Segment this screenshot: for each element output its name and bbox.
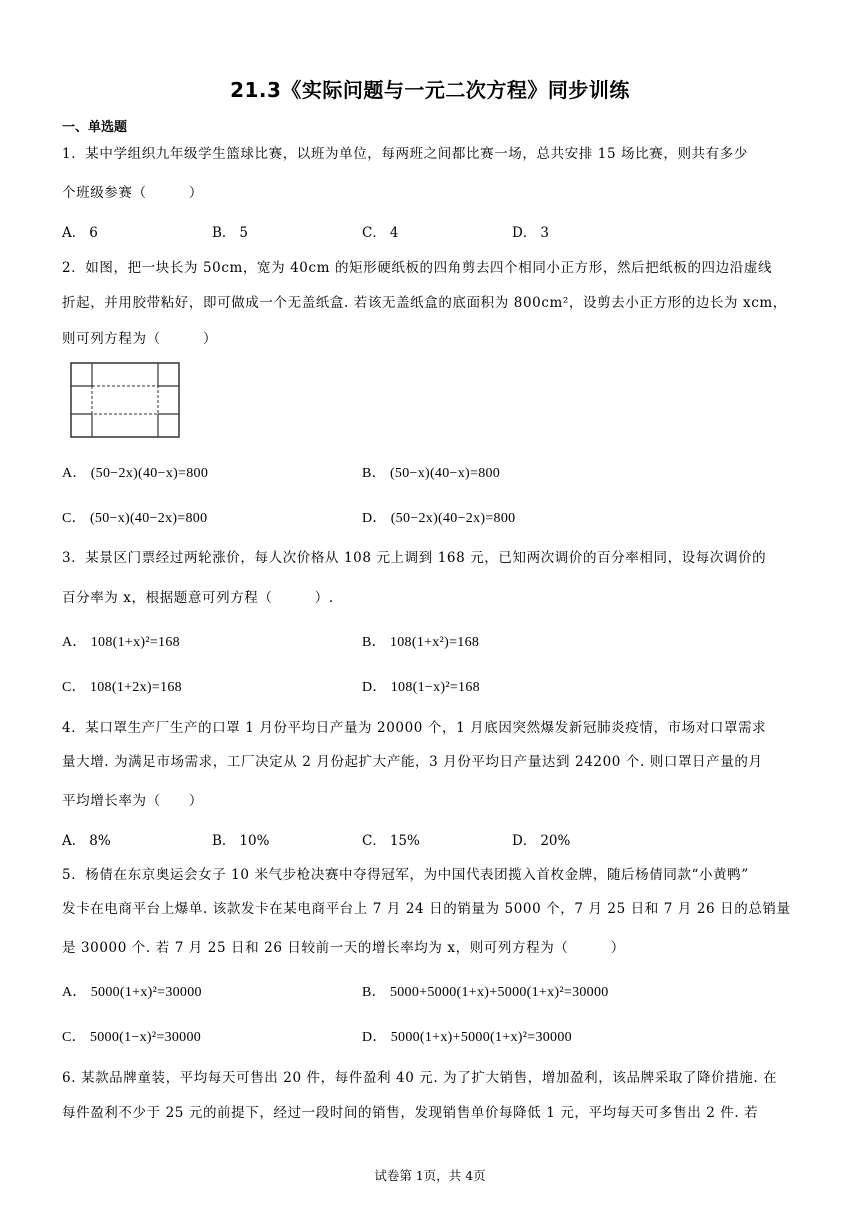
option-key: A．	[62, 833, 86, 849]
option-key: C．	[62, 511, 86, 526]
q4-option-c[interactable]	[362, 829, 420, 849]
q3-option-c[interactable]	[62, 676, 182, 696]
q1-option-c[interactable]	[362, 221, 398, 241]
option-text: 8%	[89, 833, 111, 849]
question-5-text-cont: 发卡在电商平台上爆单. 该款发卡在某电商平台上 7 月 24 日的销量为 5000 个，7 月 25 日和 7 月 26 日的总销量	[62, 901, 791, 917]
q2-option-b[interactable]	[362, 462, 500, 482]
option-key: D．	[362, 680, 387, 695]
question-2-text: 2．如图，把一块长为 50cm，宽为 40cm 的矩形硬纸板的四角剪去四个相同小正方形，然后把纸板的四边沿虚线	[62, 260, 773, 276]
q2-option-d[interactable]	[362, 507, 515, 527]
q2-option-c[interactable]	[62, 507, 207, 527]
option-formula: 108(1+x²)=168	[389, 635, 480, 650]
option-formula: 5000(1+x)+5000(1+x)²=30000	[390, 1030, 572, 1045]
option-key: D．	[512, 225, 537, 241]
q4-option-b[interactable]	[212, 829, 269, 849]
option-key: B．	[362, 466, 386, 481]
q1-option-b[interactable]	[212, 221, 248, 241]
option-formula: (50−2x)(40−2x)=800	[390, 511, 516, 526]
option-text: 5	[239, 225, 249, 241]
question-1-text-cont: 个班级参赛（ ）	[62, 185, 203, 201]
option-key: C．	[62, 680, 86, 695]
option-key: D．	[362, 1030, 387, 1045]
option-formula: 5000(1−x)²=30000	[89, 1030, 202, 1045]
option-formula: 5000(1+x)²=30000	[90, 985, 202, 1000]
q3-option-b[interactable]	[362, 631, 479, 651]
q4-option-a[interactable]	[62, 829, 111, 849]
question-6-text: 6. 某款品牌童装，平均每天可售出 20 件，每件盈利 40 元. 为了扩大销售，增加盈利，该品牌采取了降价措施. 在	[62, 1070, 778, 1086]
option-key: D．	[362, 511, 387, 526]
q5-option-d[interactable]	[362, 1026, 572, 1046]
question-4-text: 4．某口罩生产厂生产的口罩 1 月份平均日产量为 20000 个，1 月底因突然爆发新冠肺炎疫情，市场对口罩需求	[62, 720, 767, 736]
q4-option-d[interactable]	[512, 829, 570, 849]
option-key: B．	[212, 833, 236, 849]
option-text: 3	[540, 225, 549, 241]
q2-option-a[interactable]	[62, 462, 208, 482]
page-title: 21.3《实际问题与一元二次方程》同步训练	[230, 78, 630, 102]
question-2-text-cont: 折起，并用胶带粘好，即可做成一个无盖纸盒. 若该无盖纸盒的底面积为 800cm²，设剪去小正方形的边长为 xcm，	[62, 295, 787, 311]
question-3-text-cont: 百分率为 x，根据题意可列方程（ ）.	[62, 590, 334, 606]
option-formula: (50−2x)(40−x)=800	[90, 466, 209, 481]
question-3-text: 3．某景区门票经过两轮涨价，每人次价格从 108 元上调到 168 元，已知两次调价的百分率相同，设每次调价的	[62, 550, 767, 566]
q1-option-d[interactable]	[512, 221, 549, 241]
option-formula: 108(1−x)²=168	[390, 680, 480, 695]
option-formula: (50−x)(40−x)=800	[389, 466, 501, 481]
option-formula: 5000+5000(1+x)+5000(1+x)²=30000	[389, 985, 609, 1000]
q5-option-b[interactable]	[362, 981, 609, 1001]
option-text: 4	[389, 225, 399, 241]
q1-option-a[interactable]	[62, 221, 98, 241]
question-4-text-cont2: 平均增长率为（ ）	[62, 793, 203, 809]
question-2-text-cont2: 则可列方程为（ ）	[62, 331, 218, 347]
option-text: 6	[89, 225, 98, 241]
q3-option-a[interactable]	[62, 631, 180, 651]
option-key: C．	[62, 1030, 86, 1045]
q3-option-d[interactable]	[362, 676, 480, 696]
q5-option-a[interactable]	[62, 981, 202, 1001]
option-key: B．	[212, 225, 236, 241]
option-key: C．	[362, 833, 386, 849]
page-footer: 试卷第 1页，共 4页	[374, 1168, 486, 1183]
question-6-text-cont: 每件盈利不少于 25 元的前提下，经过一段时间的销售，发现销售单价每降低 1 元，平均每天可多售出 2 件. 若	[62, 1105, 759, 1121]
section-heading: 一、单选题	[62, 120, 128, 135]
question-1-text: 1．某中学组织九年级学生篮球比赛，以班为单位，每两班之间都比赛一场，总共安排 15 场比赛，则共有多少	[62, 146, 748, 162]
option-key: C．	[362, 225, 386, 241]
option-key: B．	[362, 985, 386, 1000]
option-formula: 108(1+x)²=168	[90, 635, 180, 650]
option-key: A．	[62, 985, 87, 1000]
option-text: 10%	[239, 833, 270, 849]
option-key: B．	[362, 635, 386, 650]
q5-option-c[interactable]	[62, 1026, 201, 1046]
question-5-text-cont2: 是 30000 个. 若 7 月 25 日和 26 日较前一天的增长率均为 x，则可列方程为（ ）	[62, 940, 625, 956]
option-key: A．	[62, 225, 86, 241]
option-text: 20%	[540, 833, 571, 849]
question-4-text-cont: 量大增. 为满足市场需求，工厂决定从 2 月份起扩大产能，3 月份平均日产量达到 24200 个. 则口罩日产量的月	[62, 754, 763, 770]
option-formula: 108(1+2x)=168	[89, 680, 182, 695]
option-key: A．	[62, 466, 87, 481]
question-5-text: 5．杨倩在东京奥运会女子 10 米气步枪决赛中夺得冠军，为中国代表团揽入首枚金牌，随后杨倩同款“小黄鸭”	[62, 867, 749, 883]
cardboard-figure	[70, 362, 182, 440]
option-key: D．	[512, 833, 537, 849]
option-text: 15%	[389, 833, 420, 849]
option-formula: (50−x)(40−2x)=800	[89, 511, 208, 526]
option-key: A．	[62, 635, 87, 650]
